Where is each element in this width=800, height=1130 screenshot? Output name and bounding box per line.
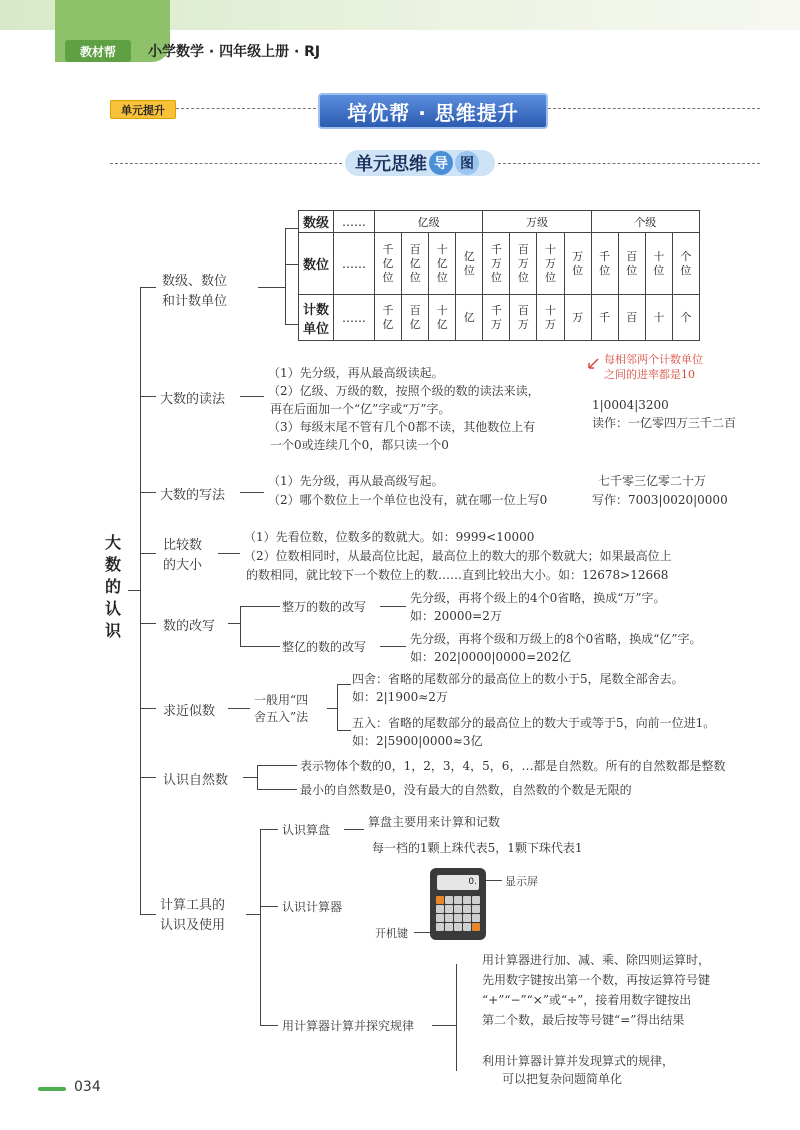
rule-line: 四舍：省略的尾数部分的最高位上的数小于5，尾数全部舍去。: [352, 672, 684, 686]
connector: [243, 777, 257, 778]
table-cell-char: 百: [517, 242, 529, 256]
connector: [228, 708, 250, 709]
red-note-line: 每相邻两个计数单位: [604, 353, 703, 366]
connector: [285, 264, 298, 265]
table-cell-text: [680, 250, 691, 278]
connector: [218, 553, 240, 554]
table-dots: ……: [334, 295, 375, 341]
table-cell: [672, 295, 699, 341]
table-cell-char: 位: [599, 263, 611, 277]
sub-label-ten-thousands: 整万的数的改写: [282, 600, 367, 614]
table-cell-char: 个: [680, 310, 692, 324]
table-cell-text: [464, 250, 475, 278]
rule-line: （1）先看位数，位数多的数就大。如：9999<10000: [244, 530, 535, 544]
connector: [486, 880, 502, 881]
reading-example-number: 1|0004|3200: [592, 398, 669, 412]
rule-line: （1）先分级，再从最高级读起。: [268, 366, 444, 380]
connector: [337, 684, 338, 730]
divider: [548, 108, 760, 110]
rule-line: （3）每级末尾不管有几个0都不读，其他数位上有: [268, 420, 536, 434]
place-value-table: [298, 210, 700, 341]
rule-line: 如：20000=2万: [410, 609, 502, 623]
connector: [246, 914, 260, 915]
connector: [285, 228, 286, 324]
group-header: 个级: [591, 211, 699, 233]
table-cell-char: 万: [545, 256, 556, 270]
table-dots: ……: [334, 233, 375, 295]
table-cell-char: 亿: [409, 317, 421, 331]
red-note: [604, 352, 703, 382]
table-cell-char: 千: [382, 242, 394, 256]
table-cell-char: 位: [626, 263, 638, 277]
writing-example-number: 写作：7003|0020|0000: [592, 493, 728, 507]
table-row: [299, 295, 700, 341]
table-cell-char: 亿: [382, 256, 394, 270]
table-cell-text: [545, 304, 556, 332]
row-header: 数位: [299, 233, 334, 295]
table-cell-text: [572, 311, 583, 325]
table-cell: [402, 233, 429, 295]
connector: [380, 606, 406, 607]
rule-line: 舍五入”法: [254, 710, 309, 724]
table-cell-char: 千: [599, 249, 611, 263]
connector: [414, 932, 430, 933]
group-header: 亿级: [375, 211, 483, 233]
table-cell-char: 位: [572, 263, 584, 277]
table-cell-text: [680, 311, 691, 325]
table-cell: [375, 233, 402, 295]
connector: [337, 684, 351, 685]
comparing-rules: [244, 528, 672, 585]
table-cell-char: 万: [572, 310, 584, 324]
table-cell-char: 十: [653, 310, 665, 324]
row-header: [299, 295, 334, 341]
writing-rules: [268, 472, 547, 510]
abacus-purpose: 算盘主要用来计算和记数: [368, 815, 501, 829]
connector: [260, 829, 278, 830]
table-cell-text: [518, 243, 529, 285]
table-cell-char: 个: [680, 249, 692, 263]
table-cell-char: 万: [517, 256, 529, 270]
rule-line: 一个0或连续几个0，都只读一个0: [270, 438, 449, 452]
connector: [260, 829, 261, 1025]
table-cell-char: 亿: [382, 317, 394, 331]
table-cell: [537, 295, 564, 341]
connector: [257, 765, 258, 789]
branch-label-reading: 大数的读法: [160, 392, 226, 407]
table-cell-char: 位: [463, 263, 475, 277]
connector: [337, 730, 351, 731]
rule-line: 用计算器进行加、减、乘、除四则运算时，: [482, 953, 711, 967]
main-topic-char: 数: [104, 555, 121, 574]
table-cell-text: [464, 311, 475, 325]
table-cell-text: [599, 311, 610, 325]
table-cell: [375, 295, 402, 341]
natural-number-facts: 最小的自然数是0，没有最大的自然数，自然数的个数是无限的: [300, 783, 632, 797]
rule-line: 先分级，再将个级和万级上的8个0省略，换成“亿”字。: [410, 632, 702, 646]
main-topic-char: 大: [104, 533, 121, 552]
branch-label-line: 计算工具的: [160, 898, 226, 913]
table-cell: [456, 233, 483, 295]
table-cell-char: 千: [490, 242, 502, 256]
connector: [257, 765, 297, 766]
branch-label-natural-numbers: 认识自然数: [163, 773, 229, 788]
table-cell-char: 位: [409, 270, 421, 284]
sub-label-hundred-millions: 整亿的数的改写: [282, 640, 367, 654]
table-cell-text: [626, 311, 637, 325]
table-cell-char: 十: [436, 303, 448, 317]
table-cell-text: [437, 304, 448, 332]
table-cell-char: 百: [517, 303, 529, 317]
table-cell: [564, 233, 591, 295]
row-header-line: 单位: [302, 321, 329, 337]
table-cell: [483, 295, 510, 341]
calculator-screen: 0.: [437, 875, 479, 890]
connector: [446, 1025, 456, 1026]
branch-label-place-value: [162, 272, 227, 312]
explore-label: 用计算器计算并探究规律: [282, 1019, 415, 1033]
table-cell-char: 百: [409, 303, 421, 317]
connector: [260, 1025, 278, 1026]
table-cell-text: [626, 250, 637, 278]
table-cell-char: 万: [572, 249, 584, 263]
reading-example-words: 读作：一亿零四万三千二百: [592, 416, 737, 430]
table-cell: [510, 233, 537, 295]
table-cell-char: 位: [680, 263, 692, 277]
table-cell-text: [437, 243, 448, 285]
table-cell-text: [383, 243, 394, 285]
table-cell-text: [410, 243, 421, 285]
rule-line: 五入：省略的尾数部分的最高位上的数大于或等于5，向前一位进1。: [352, 716, 716, 730]
page-number: 034: [74, 1079, 101, 1095]
table-row: [299, 233, 700, 295]
round-up-rule: [352, 714, 715, 750]
table-cell-char: 万: [490, 256, 502, 270]
table-cell-char: 十: [436, 242, 448, 256]
connector: [140, 492, 156, 493]
table-cell-text: [491, 304, 502, 332]
rule-line: 如：202|0000|0000=202亿: [410, 650, 572, 664]
writing-example-words: 七千零三亿零二十万: [598, 474, 707, 488]
connector: [258, 287, 285, 288]
table-cell-char: 亿: [436, 317, 448, 331]
branch-label-line: 的大小: [163, 558, 203, 573]
red-note-line: 之间的进率都是10: [604, 368, 695, 381]
branch-label-line: 比较数: [163, 538, 203, 553]
main-topic-char: 识: [104, 621, 121, 640]
connector: [140, 708, 156, 709]
table-cell-text: [599, 250, 610, 278]
table-cell-char: 万: [490, 317, 502, 331]
table-cell: [618, 233, 645, 295]
connector: [456, 964, 457, 1071]
table-cell-char: 位: [517, 270, 529, 284]
table-cell-char: 位: [545, 270, 556, 284]
connector: [240, 396, 264, 397]
connector: [432, 1025, 446, 1026]
connector: [257, 789, 297, 790]
round-down-rule: [352, 670, 684, 706]
main-topic-char: 的: [104, 577, 121, 596]
mind-map-title: [345, 150, 495, 176]
table-cell: [645, 233, 672, 295]
table-cell-char: 百: [626, 249, 638, 263]
table-cell-text: [491, 243, 502, 285]
connector: [140, 777, 156, 778]
connector: [240, 606, 241, 646]
calculator-image: [430, 868, 486, 940]
group-header: 万级: [483, 211, 591, 233]
rule-line: 如：2|5900|0000≈3亿: [352, 734, 483, 748]
branch-label-line: 数级、数位: [162, 274, 228, 289]
table-cell-char: 十: [545, 303, 556, 317]
table-cell-char: 位: [382, 270, 394, 284]
table-cell: [510, 295, 537, 341]
connector: [140, 553, 156, 554]
divider: [498, 163, 760, 165]
branch-label-line: 认识及使用: [160, 918, 226, 933]
approximation-method: [254, 692, 308, 726]
table-cell-text: [545, 243, 556, 285]
rule-line: 第二个数，最后按等号键“=”得出结果: [482, 1013, 685, 1027]
rule-line: 先分级，再将个级上的4个0省略，换成“万”字。: [410, 591, 666, 605]
table-cell: [456, 295, 483, 341]
rule-line: 先用数字键按出第一个数，再按运算符号键: [482, 973, 711, 987]
connector: [240, 492, 264, 493]
branch-label-rewriting: 数的改写: [163, 619, 216, 634]
branch-label-comparing: [163, 536, 202, 576]
connector: [380, 646, 406, 647]
rule-line: 可以把复杂问题简单化: [502, 1072, 623, 1086]
rule-line: （2）位数相同时，从最高位比起，最高位上的数大的那个数就大；如果最高位上: [244, 549, 672, 563]
mind-map-title-char: 图: [455, 151, 479, 175]
table-cell-text: [572, 250, 583, 278]
calculator-pattern: [482, 1052, 674, 1088]
branch-label-line: 和计数单位: [162, 294, 228, 309]
connector: [128, 590, 140, 591]
rewrite-hundred-millions: [410, 630, 702, 666]
section-banner: 培优帮 · 思维提升: [318, 93, 548, 129]
table-cell-char: 亿: [409, 256, 421, 270]
table-cell: [618, 295, 645, 341]
rule-line: “+”“−”“×”或“÷”，接着用数字键按出: [482, 993, 692, 1007]
table-cell-char: 十: [653, 249, 665, 263]
connector: [140, 623, 156, 624]
row-header-line: 计数: [302, 302, 329, 318]
branch-label-approximation: 求近似数: [163, 704, 216, 719]
screen-label: 显示屏: [505, 875, 538, 888]
natural-number-definition: 表示物体个数的0，1，2，3，4，5，6，…都是自然数。所有的自然数都是整数: [300, 759, 726, 773]
main-topic: [103, 532, 123, 642]
rule-line: 的数相同，就比较下一个数位上的数……直到比较出大小。如：12678>12668: [246, 568, 669, 582]
table-cell-char: 十: [545, 242, 556, 256]
connector: [240, 646, 280, 647]
connector: [140, 287, 141, 914]
reading-rules: [268, 364, 540, 454]
table-dots: ……: [334, 211, 375, 233]
branch-label-tools: [160, 896, 225, 936]
rule-line: 再在后面加一个“亿”字或“万”字。: [270, 402, 451, 416]
power-key-label: 开机键: [375, 927, 408, 940]
table-cell-char: 位: [436, 270, 448, 284]
connector: [327, 708, 337, 709]
table-cell: [564, 295, 591, 341]
book-title: 小学数学 · 四年级上册 · RJ: [148, 44, 321, 60]
abacus-beads: 每一档的1颗上珠代表5，1颗下珠代表1: [372, 841, 583, 855]
table-cell: [429, 295, 456, 341]
table-cell: [645, 295, 672, 341]
table-cell: [483, 233, 510, 295]
table-cell-char: 万: [517, 317, 529, 331]
connector: [140, 396, 156, 397]
connector: [140, 914, 156, 915]
rule-line: （1）先分级，再从最高级写起。: [268, 474, 444, 488]
rule-line: 如：2|1900≈2万: [352, 690, 448, 704]
branch-label-writing: 大数的写法: [160, 488, 226, 503]
table-cell-char: 位: [490, 270, 502, 284]
calculator-keypad: [436, 896, 480, 931]
arrow-icon: [586, 356, 600, 375]
mind-map-title-text: 单元思维: [355, 154, 427, 175]
main-topic-char: 认: [104, 599, 121, 618]
table-cell: [429, 233, 456, 295]
table-cell-char: 万: [545, 317, 556, 331]
table-cell: [672, 233, 699, 295]
table-cell-char: 亿: [436, 256, 448, 270]
table-cell-char: 百: [409, 242, 421, 256]
connector: [344, 829, 364, 830]
table-cell: [537, 233, 564, 295]
connector: [228, 623, 240, 624]
rule-line: 一般用“四: [254, 693, 309, 707]
table-cell-text: [410, 304, 421, 332]
table-cell-text: [653, 250, 664, 278]
table-cell-char: 百: [626, 310, 638, 324]
table-cell-char: 亿: [463, 249, 475, 263]
table-cell: [591, 295, 618, 341]
table-cell: [591, 233, 618, 295]
header-badge: 教材帮: [65, 40, 131, 62]
table-cell-char: 位: [653, 263, 665, 277]
table-cell-char: 千: [599, 310, 611, 324]
row-header: 数级: [299, 211, 334, 233]
divider: [110, 163, 342, 165]
table-cell-text: [653, 311, 664, 325]
rewrite-ten-thousands: [410, 589, 666, 625]
connector: [285, 324, 298, 325]
rule-line: （2）哪个数位上一个单位也没有，就在哪一位上写0: [268, 493, 548, 507]
connector: [140, 287, 156, 288]
table-cell: [402, 295, 429, 341]
table-cell-text: [518, 304, 529, 332]
footer-accent: [38, 1087, 66, 1091]
abacus-label: 认识算盘: [282, 823, 331, 837]
table-cell-char: 千: [382, 303, 394, 317]
table-cell-char: 千: [490, 303, 502, 317]
rule-line: （2）亿级、万级的数，按照个级的数的读法来读，: [268, 384, 540, 398]
divider: [176, 108, 316, 110]
calculator-label: 认识计算器: [282, 900, 343, 914]
table-cell-text: [383, 304, 394, 332]
table-row: [299, 211, 700, 233]
calculator-procedure: [482, 950, 710, 1030]
connector: [285, 228, 298, 229]
connector: [260, 906, 278, 907]
table-cell-char: 亿: [463, 310, 475, 324]
connector: [240, 606, 280, 607]
rule-line: 利用计算器计算并发现算式的规律，: [482, 1054, 675, 1068]
unit-badge: 单元提升: [110, 100, 176, 119]
mind-map-title-char: 导: [429, 151, 453, 175]
